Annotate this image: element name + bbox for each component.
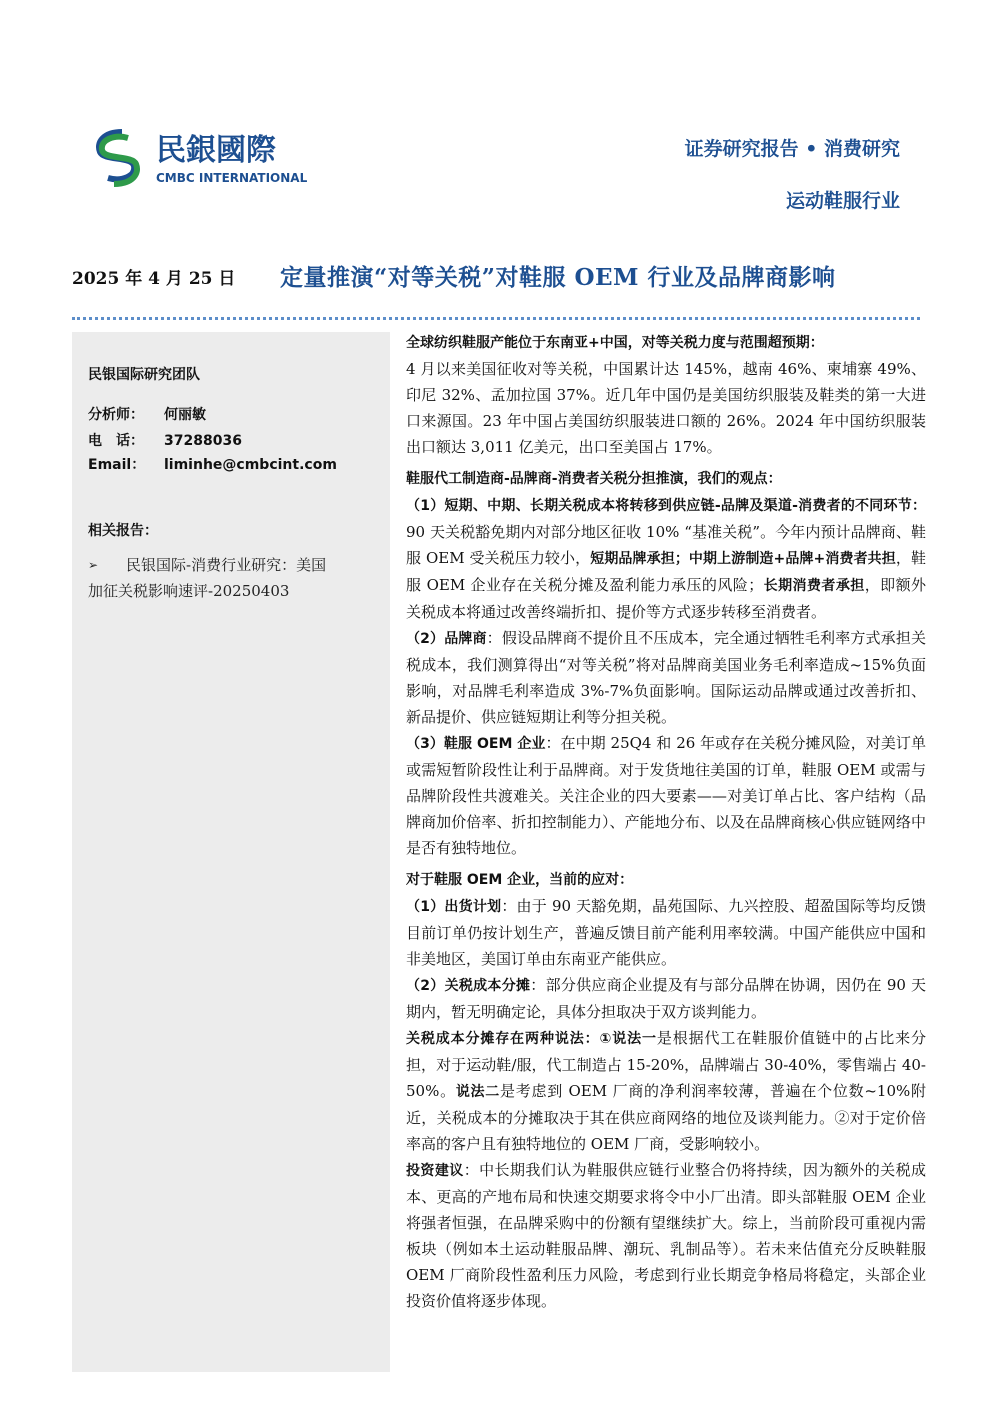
logo-en-text: CMBC INTERNATIONAL <box>156 171 308 185</box>
team-name: 民银国际研究团队 <box>88 367 200 383</box>
related-report-line1: 民银国际-消费行业研究：美国 <box>126 556 327 574</box>
logo-mark <box>92 128 342 188</box>
response-1 <box>406 893 926 972</box>
view-1-label: ①说法一 <box>599 1031 657 1047</box>
arrow-bullet-icon: ➢ <box>88 558 99 572</box>
phone-row <box>88 430 242 450</box>
point-1-text-a: 90 天关税豁免期内对部分地区征收 10% “基准关税”。今年内预计品牌商、鞋服 OEM 受关税压力较小， <box>406 523 926 567</box>
related-reports-label: 相关报告： <box>88 523 158 539</box>
investment-advice-head: 投资建议 <box>406 1163 464 1179</box>
investment-advice-body: ：中长期我们认为鞋服供应链行业整合仍将持续，因为额外的关税成本、更高的产地布局和快速交期要求将令中小厂出清。即头部鞋服 OEM 企业将强者恒强，在品牌采购中的份额有望继续扩大。综上，当前阶段可重视内需板块（例如本土运动鞋服品牌、潮玩、乳制品等）。若未来估值充分反映鞋服 OEM 厂商阶段性盈利压力风险，考虑到行业长期竞争格局将稳定，头部企业投资价值将逐步体现。 <box>406 1161 926 1310</box>
response-2-body: ：部分供应商企业提及有与部分品牌在协调，因仍在 90 天期内，暂无明确定论，具体分担取决于双方谈判能力。 <box>406 976 926 1021</box>
cost-sharing-head: 关税成本分摊存在两种说法： <box>406 1031 600 1047</box>
point-1-bold-d: 长期消费者承担 <box>763 578 865 594</box>
point-2-head: （2）品牌商 <box>406 631 487 647</box>
phone-value: 37288036 <box>164 433 242 449</box>
report-date: 2025 年 4 月 25 日 <box>72 269 236 289</box>
analyst-name: 何丽敏 <box>164 407 206 423</box>
point-1-text-c: ，鞋服 OEM 企业存在关税分摊及盈利能力承压的风险； <box>406 549 926 594</box>
point-1-bold-b: 短期品牌承担；中期上游制造+品牌+消费者共担 <box>590 551 896 567</box>
point-2 <box>406 625 926 730</box>
point-2-body: ：假设品牌商不提价且不压成本，完全通过牺牲毛利率方式承担关税成本，我们测算得出“对等关税”将对品牌商美国业务毛利率造成~15%负面影响，对品牌毛利率造成 3%-7%负面影响。国际运动品牌或通过改善折扣、新品提价、供应链短期让利等分担关税。 <box>406 629 926 726</box>
related-report-item[interactable] <box>88 552 378 604</box>
section-heading-3: 对于鞋服 OEM 企业，当前的应对： <box>406 872 634 888</box>
investment-advice <box>406 1157 926 1314</box>
industry-label: 运动鞋服行业 <box>785 190 900 212</box>
section-heading-1: 全球纺织鞋服产能位于东南亚+中国，对等关税力度与范围超预期： <box>406 335 824 351</box>
analyst-label: 分析师： <box>88 407 144 423</box>
logo-cn-text: 民銀國際 <box>156 133 276 168</box>
point-3-body: ：在中期 25Q4 和 26 年或存在关税分摊风险，对美订单或需短暂阶段性让利于品牌商。对于发货地往美国的订单，鞋服 OEM 或需与品牌阶段性共渡难关。关注企业的四大要素——对美订单占比、客户结构（品牌商加价倍率、折扣控制能力）、产能地分布、以及在品牌商核心供应链网络中是否有独特地位。 <box>406 734 926 857</box>
point-1 <box>406 492 926 625</box>
view-2-text: 是考虑到 OEM 厂商的净利润率较薄，普遍在个位数~10%附近，关税成本的分摊取决于其在供应商网络的地位及谈判能力。②对于定价倍率高的客户且有独特地位的 OEM 厂商，受影响较小。 <box>406 1082 927 1153</box>
section-heading-2: 鞋服代工制造商-品牌商-消费者关税分担推演，我们的观点： <box>406 471 782 487</box>
main-content <box>406 330 926 1314</box>
point-1-text-e: ，即额外关税成本将通过改善终端折扣、提价等方式逐步转移至消费者。 <box>406 576 926 621</box>
analyst-row <box>88 404 206 424</box>
section-body-1: 4 月以来美国征收对等关税，中国累计达 145%，越南 46%、柬埔寨 49%、印尼 32%、孟加拉国 37%。近几年中国仍是美国纺织服装及鞋类的第一大进口来源国。23 年中国占美国纺织服装进口额的 26%。2024 年中国纺织服装出口额达 3,011 亿美元，出口至美国占 17%。 <box>406 360 926 456</box>
view-2-label: 说法二 <box>455 1084 501 1100</box>
sidebar <box>72 332 390 1372</box>
response-2-head: （2）关税成本分摊 <box>406 978 531 994</box>
cost-sharing-views <box>406 1025 926 1157</box>
company-logo <box>92 128 342 188</box>
point-3-head: （3）鞋服 OEM 企业 <box>406 736 546 752</box>
point-3 <box>406 730 926 861</box>
response-1-body: ：由于 90 天豁免期，晶苑国际、九兴控股、超盈国际等均反馈目前订单仍按计划生产，普遍反馈目前产能利用率较满。中国产能供应中国和非美地区，美国订单由东南亚产能供应。 <box>406 897 926 968</box>
email-label: Email： <box>88 457 146 473</box>
email-link[interactable]: liminhe@cmbcint.com <box>164 457 337 473</box>
report-title: 定量推演“对等关税”对鞋服 OEM 行业及品牌商影响 <box>280 264 836 291</box>
response-1-head: （1）出货计划 <box>406 899 502 915</box>
response-2 <box>406 972 926 1025</box>
email-row <box>88 454 337 474</box>
point-1-head: （1）短期、中期、长期关税成本将转移到供应链-品牌及渠道-消费者的不同环节： <box>406 498 926 514</box>
title-divider <box>72 317 920 320</box>
report-type: 证券研究报告 • 消费研究 <box>684 138 900 160</box>
phone-label: 电 话： <box>88 433 144 449</box>
view-1-text: 是根据代工在鞋服价值链中的占比来分担，对于运动鞋/服，代工制造占 15-20%，品牌端占 30-40%，零售端占 40-50%。 <box>406 1029 926 1100</box>
related-report-line2: 加征关税影响速评-20250403 <box>88 582 290 600</box>
